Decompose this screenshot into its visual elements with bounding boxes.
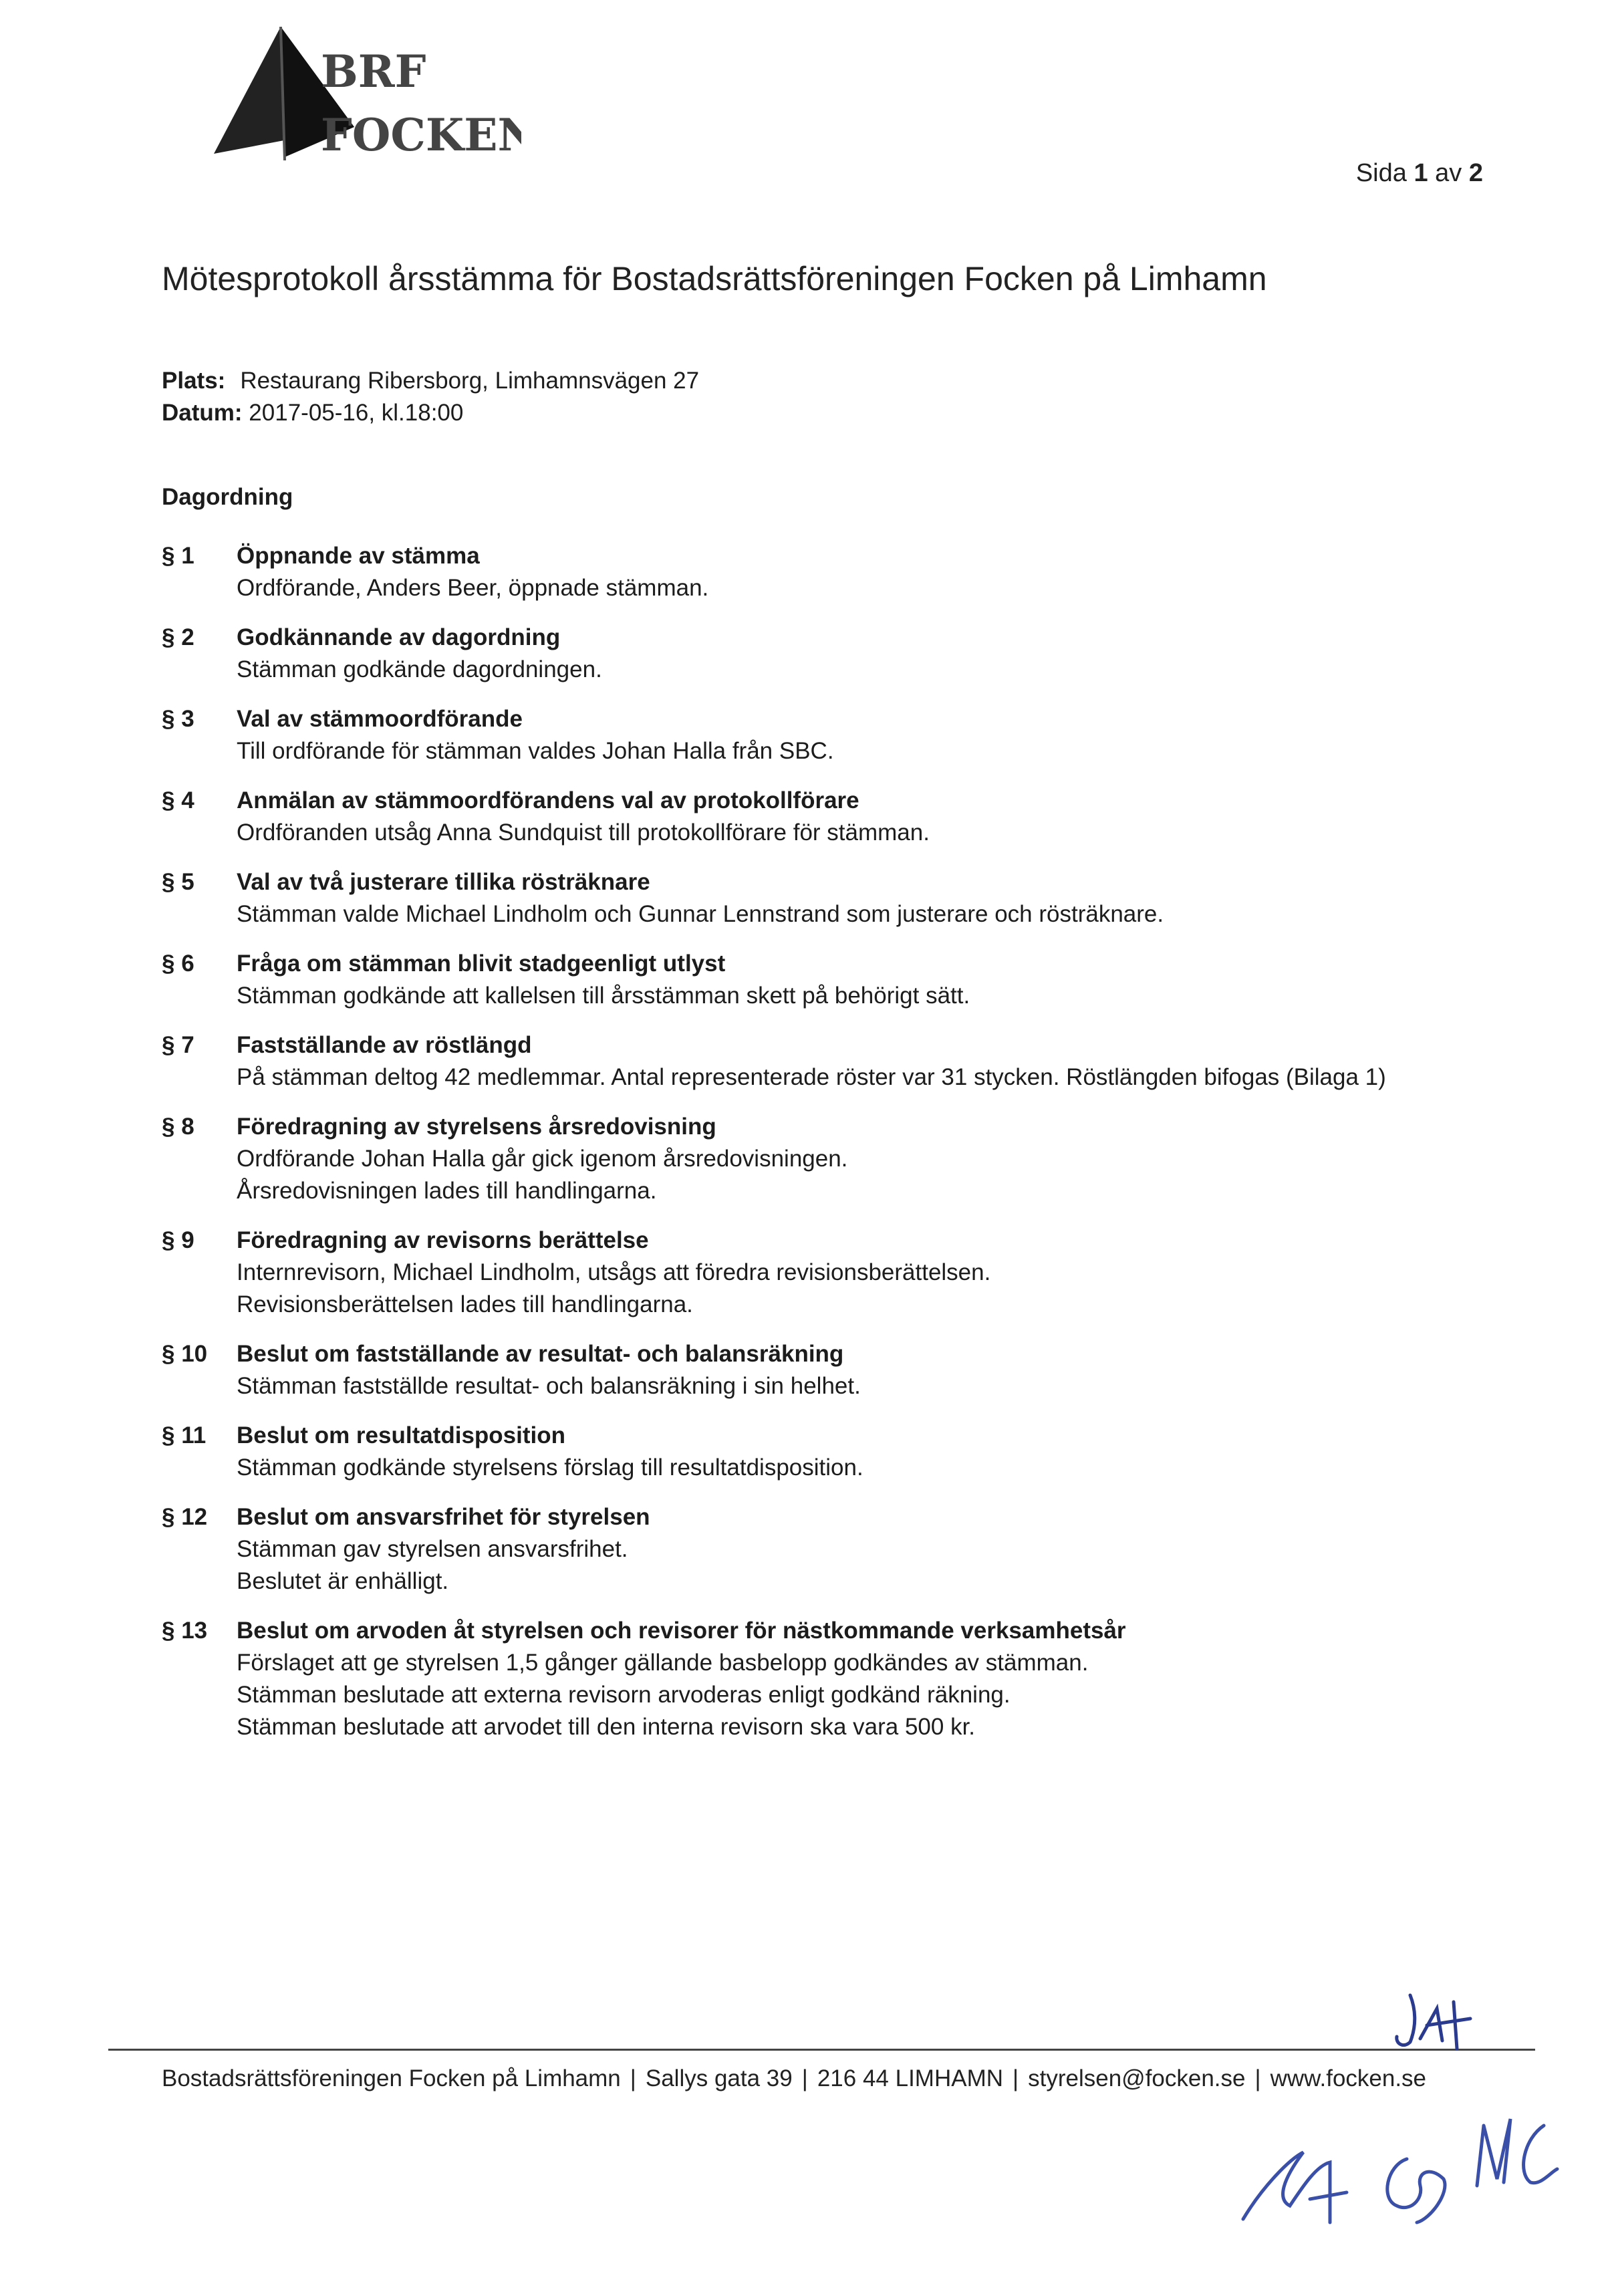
page-indicator (1356, 159, 1483, 188)
agenda-item-body (237, 540, 1498, 604)
agenda-item-heading: Beslut om fastställande av resultat- och balansräkning (237, 1341, 844, 1367)
agenda-item-body (237, 785, 1498, 849)
agenda-item-text: Årsredovisningen lades till handlingarna. (237, 1178, 657, 1204)
agenda-item-number: § 4 (162, 787, 194, 813)
agenda-item (162, 866, 1498, 930)
footer-email-link[interactable]: styrelsen@focken.se (1028, 2065, 1246, 2091)
agenda-item (162, 1225, 1498, 1321)
brf-focken-logo (200, 20, 521, 174)
agenda-item-number: § 1 (162, 543, 194, 569)
date-row (162, 397, 699, 429)
agenda-item (162, 1029, 1498, 1094)
agenda-item-body (237, 948, 1498, 1012)
agenda-item-body (237, 622, 1498, 686)
agenda-item-body (237, 703, 1498, 767)
footer-postal: 216 44 LIMHAMN (817, 2065, 1004, 2091)
agenda-item (162, 1420, 1498, 1484)
agenda-item-heading: Föredragning av styrelsens årsredovisning (237, 1114, 716, 1140)
place-label: Plats: (162, 368, 226, 394)
agenda-item-body (237, 1029, 1498, 1094)
agenda-item-heading: Anmälan av stämmoordförandens val av protokollförare (237, 787, 859, 813)
agenda-item-text: Ordföranden utsåg Anna Sundquist till protokollförare för stämman. (237, 819, 930, 846)
agenda-item-body (237, 1338, 1498, 1402)
agenda-item-number: § 11 (162, 1422, 207, 1448)
footer-divider (108, 2049, 1535, 2051)
agenda-item-number: § 8 (162, 1114, 194, 1140)
agenda-item (162, 540, 1498, 604)
agenda-item-text: Stämman godkände dagordningen. (237, 656, 602, 682)
agenda-item-heading: Beslut om arvoden åt styrelsen och revisorer för nästkommande verksamhetsår (237, 1618, 1126, 1644)
agenda-item-heading: Föredragning av revisorns berättelse (237, 1227, 649, 1253)
agenda-item (162, 622, 1498, 686)
agenda-item-text: Ordförande, Anders Beer, öppnade stämman. (237, 575, 709, 601)
agenda-item (162, 1111, 1498, 1207)
agenda-item-number: § 2 (162, 624, 194, 650)
agenda-item-heading: Beslut om resultatdisposition (237, 1422, 565, 1448)
page-of: av (1435, 159, 1462, 187)
agenda-item (162, 1615, 1498, 1743)
agenda-item-number: § 10 (162, 1341, 208, 1367)
agenda-item-number: § 12 (162, 1504, 208, 1530)
agenda-item-text: Revisionsberättelsen lades till handlingarna. (237, 1291, 693, 1317)
date-label: Datum: (162, 400, 243, 426)
agenda-item (162, 948, 1498, 1012)
agenda-item-text: Stämman fastställde resultat- och balansräkning i sin helhet. (237, 1373, 861, 1399)
agenda-item (162, 1501, 1498, 1598)
meeting-meta (162, 365, 699, 429)
footer-address: Sallys gata 39 (645, 2065, 793, 2091)
page-current: 1 (1414, 159, 1428, 187)
agenda-item-body (237, 866, 1498, 930)
agenda-item-heading: Beslut om ansvarsfrihet för styrelsen (237, 1504, 650, 1530)
agenda-item-text: Till ordförande för stämman valdes Johan Halla från SBC. (237, 738, 834, 764)
agenda-item-body (237, 1420, 1498, 1484)
place-row (162, 365, 699, 397)
agenda-item-text: Stämman valde Michael Lindholm och Gunnar Lennstrand som justerare och rösträknare. (237, 901, 1164, 927)
agenda-item-text: Förslaget att ge styrelsen 1,5 gånger gällande basbelopp godkändes av stämman. (237, 1650, 1089, 1676)
footer-website-link[interactable]: www.focken.se (1270, 2065, 1427, 2091)
agenda-item (162, 1338, 1498, 1402)
agenda-item-text: På stämman deltog 42 medlemmar. Antal representerade röster var 31 stycken. Röstlängden bifogas (Bilaga 1) (237, 1064, 1386, 1090)
agenda-item-number: § 13 (162, 1618, 208, 1644)
document-title: Mötesprotokoll årsstämma för Bostadsrättsföreningen Focken på Limhamn (162, 260, 1267, 297)
handwritten-initials (1230, 2106, 1564, 2233)
agenda-item-text: Stämman godkände att kallelsen till årsstämman skett på behörigt sätt. (237, 983, 970, 1009)
agenda-item-number: § 7 (162, 1032, 194, 1058)
agenda-item-text: Beslutet är enhälligt. (237, 1568, 449, 1594)
agenda-item-text: Stämman beslutade att arvodet till den interna revisorn ska vara 500 kr. (237, 1714, 976, 1740)
agenda-item-heading: Val av två justerare tillika rösträknare (237, 869, 650, 895)
agenda-item-number: § 3 (162, 706, 194, 732)
agenda-item-text: Ordförande Johan Halla går gick igenom årsredovisningen. (237, 1146, 848, 1172)
agenda-item-heading: Öppnande av stämma (237, 543, 480, 569)
agenda-item-text: Stämman beslutade att externa revisorn arvoderas enligt godkänd räkning. (237, 1682, 1011, 1708)
page-total: 2 (1468, 159, 1483, 187)
agenda-item (162, 703, 1498, 767)
agenda-item-heading: Val av stämmoordförande (237, 706, 523, 732)
agenda-item-body (237, 1501, 1498, 1598)
agenda-item-body (237, 1225, 1498, 1321)
sailboat-logo-icon (200, 20, 521, 174)
agenda-item-heading: Fastställande av röstlängd (237, 1032, 532, 1058)
agenda-item-heading: Fråga om stämman blivit stadgeenligt utlyst (237, 950, 726, 977)
initials-signature-top (1390, 1989, 1484, 2055)
footer-contact: Bostadsrättsföreningen Focken på Limhamn | Sallys gata 39 | 216 44 LIMHAMN | styrelsen@focken.se | www.focken.se (162, 2065, 1427, 2091)
agenda-item-body (237, 1111, 1498, 1207)
logo-text-brf: BRF (321, 45, 426, 98)
agenda-heading: Dagordning (162, 484, 293, 510)
agenda-item-number: § 5 (162, 869, 194, 895)
place-value: Restaurang Ribersborg, Limhamnsvägen 27 (240, 368, 700, 394)
agenda-list (162, 540, 1498, 1761)
page-label: Sida (1355, 159, 1407, 187)
agenda-item-text: Stämman gav styrelsen ansvarsfrihet. (237, 1536, 628, 1562)
agenda-item-body (237, 1615, 1498, 1743)
logo-text-focken: FOCKEN (321, 109, 521, 161)
agenda-item-number: § 9 (162, 1227, 194, 1253)
agenda-item (162, 785, 1498, 849)
agenda-item-heading: Godkännande av dagordning (237, 624, 561, 650)
footer-organization: Bostadsrättsföreningen Focken på Limhamn (162, 2065, 621, 2091)
agenda-item-text: Internrevisorn, Michael Lindholm, utsågs att föredra revisionsberättelsen. (237, 1259, 991, 1285)
agenda-item-text: Stämman godkände styrelsens förslag till resultatdisposition. (237, 1454, 863, 1481)
agenda-item-number: § 6 (162, 950, 194, 977)
date-value: 2017-05-16, kl.18:00 (249, 400, 464, 426)
